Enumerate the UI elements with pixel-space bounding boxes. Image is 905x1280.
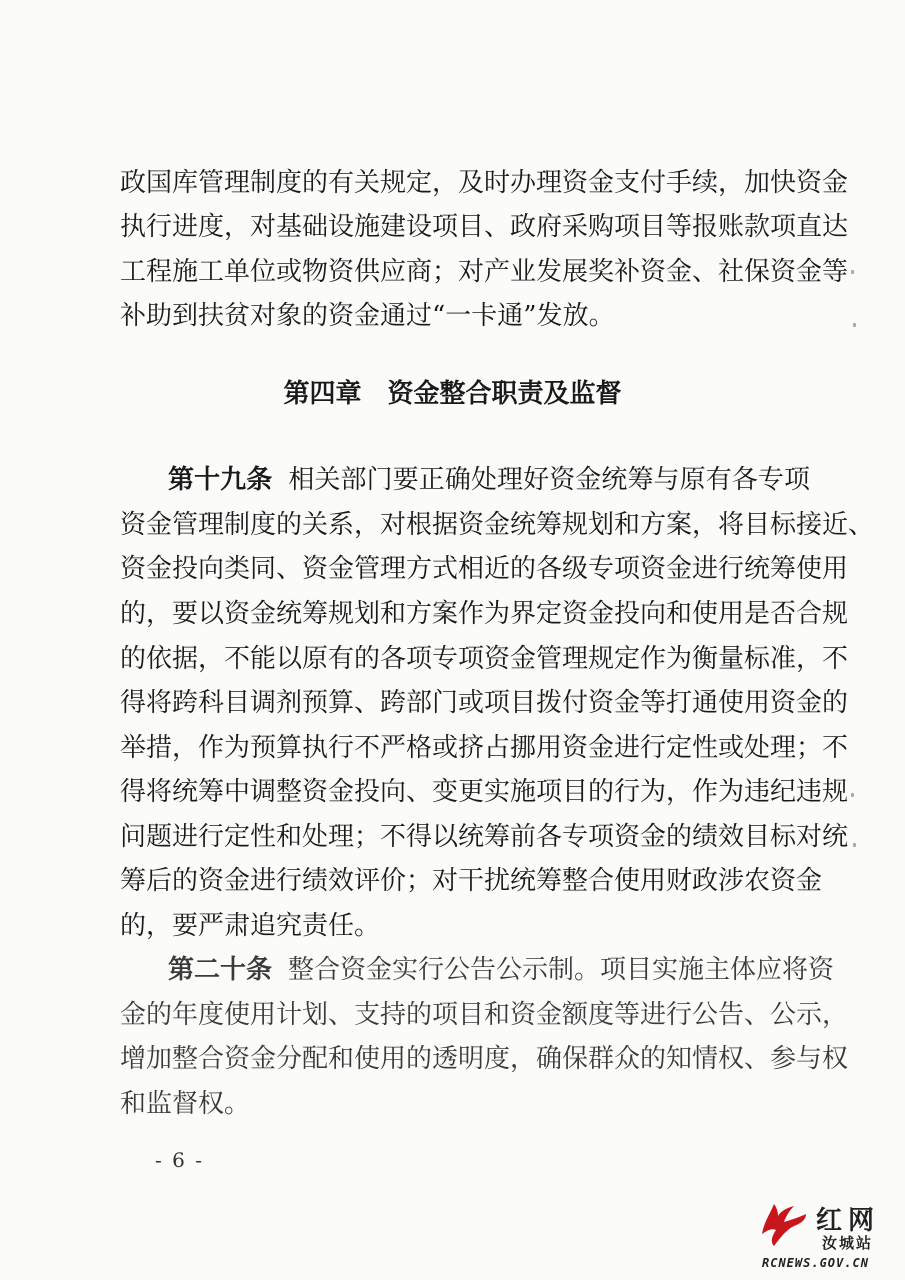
paragraph-line: 筹后的资金进行绩效评价；对干扰统筹整合使用财政涉农资金 [120, 866, 823, 896]
scan-speck [853, 323, 856, 327]
article-19-label: 第十九条 [168, 465, 273, 495]
chapter-title: 第四章 资金整合职责及监督 [283, 379, 622, 409]
article-20-text: 整合资金实行公告公示制。项目实施主体应将资 [288, 955, 835, 985]
paragraph-line: 的，要以资金统筹规划和方案作为界定资金投向和使用是否合规 [120, 599, 849, 629]
paragraph-line: 工程施工单位或物资供应商；对产业发展奖补资金、社保资金等 [120, 257, 849, 287]
watermark [760, 1200, 895, 1275]
scan-speck [853, 843, 856, 847]
paragraph-line: 的，要严肃追究责任。 [120, 911, 381, 941]
paragraph-line: 举措，作为预算执行不严格或挤占挪用资金进行定性或处理；不 [120, 733, 849, 763]
article-20-first-line [168, 953, 835, 987]
paragraph-line: 得将跨科目调剂预算、跨部门或项目拨付资金等打通使用资金的 [120, 688, 849, 718]
scan-speck [851, 270, 854, 274]
paragraph-line: 问题进行定性和处理；不得以统筹前各专项资金的绩效目标对统 [120, 822, 849, 852]
watermark-name: 红网 [816, 1206, 881, 1236]
article-19-first-line [168, 463, 810, 497]
paragraph-line: 资金投向类同、资金管理方式相近的各级专项资金进行统筹使用 [120, 554, 849, 584]
paragraph-line: 和监督权。 [120, 1089, 251, 1119]
paragraph-line: 政国库管理制度的有关规定，及时办理资金支付手续，加快资金 [120, 168, 849, 198]
page-number: - 6 - [155, 1148, 204, 1172]
watermark-station: 汝城站 [822, 1234, 874, 1252]
red-brush-stroke-logo-icon [760, 1200, 808, 1248]
article-20-label: 第二十条 [168, 955, 273, 985]
paragraph-line: 得将统筹中调整资金投向、变更实施项目的行为，作为违纪违规 [120, 777, 849, 807]
paragraph-line: 资金管理制度的关系，对根据资金统筹规划和方案，将目标接近、 [120, 510, 875, 540]
paragraph-line: 金的年度使用计划、支持的项目和资金额度等进行公告、公示， [120, 1000, 849, 1030]
article-19-text: 相关部门要正确处理好资金统筹与原有各专项 [288, 465, 810, 495]
scan-speck [851, 793, 854, 797]
paragraph-line: 补助到扶贫对象的资金通过“一卡通”发放。 [120, 301, 615, 331]
paragraph-line: 增加整合资金分配和使用的透明度，确保群众的知情权、参与权 [120, 1044, 849, 1074]
paragraph-line: 执行进度，对基础设施建设项目、政府采购项目等报账款项直达 [120, 212, 849, 242]
paragraph-line: 的依据，不能以原有的各项专项资金管理规定作为衡量标准，不 [120, 644, 849, 674]
watermark-url: RCNEWS.GOV.CN [762, 1256, 869, 1270]
